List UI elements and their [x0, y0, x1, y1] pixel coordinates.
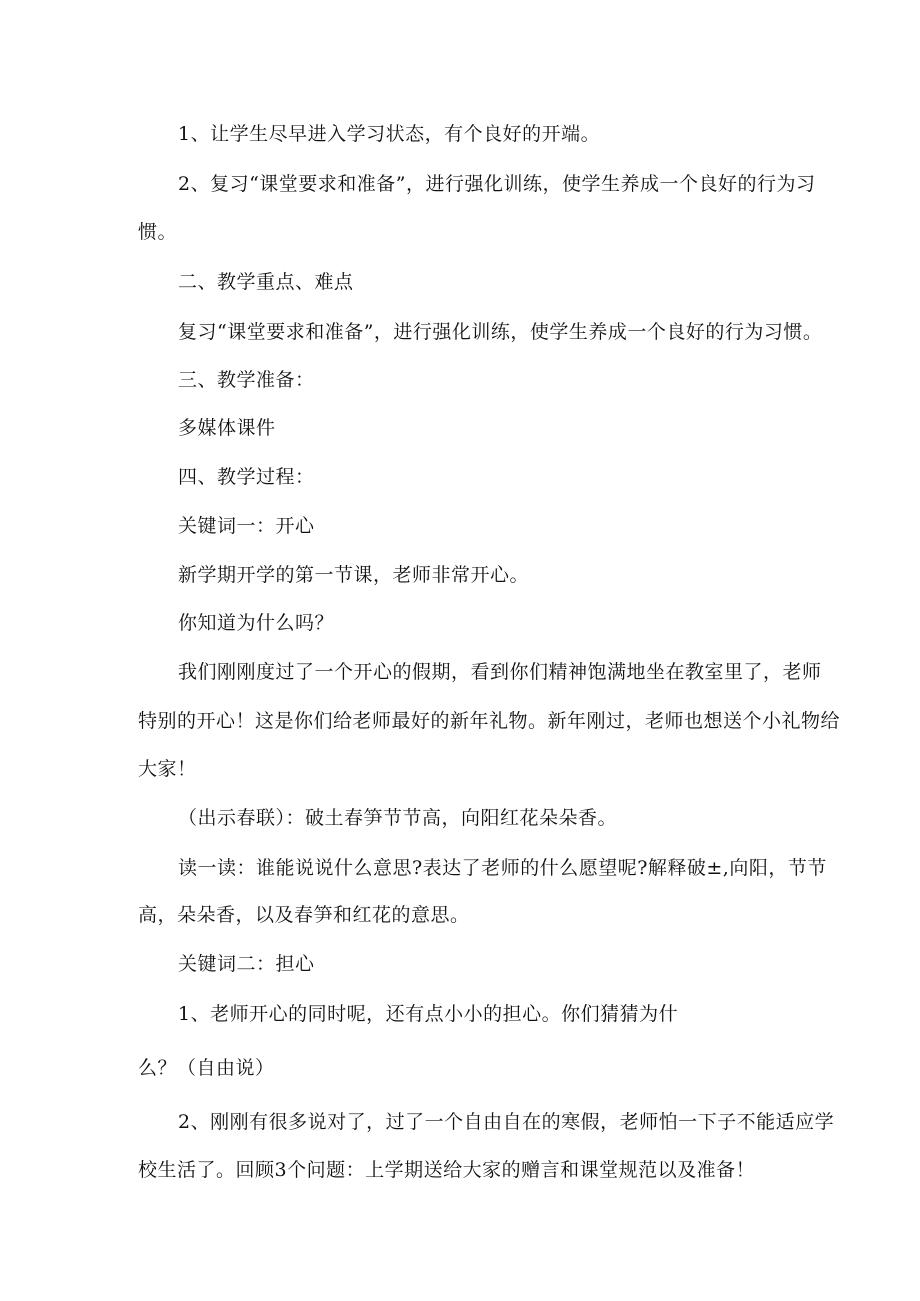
paragraph-first-lesson: 新学期开学的第一节课，老师非常开心。: [178, 564, 530, 586]
review-line-1: 2、刚刚有很多说对了，过了一个自由自在的寒假，老师怕一下子不能适应学: [178, 1111, 835, 1133]
worry-line-2: 么？（自由说）: [138, 1057, 275, 1079]
paragraph-holiday-line-3: 大家！: [138, 758, 197, 780]
keyword-1-heading: 关键词一：开心: [178, 515, 315, 537]
paragraph-holiday-line-1: 我们刚刚度过了一个开心的假期，看到你们精神饱满地坐在教室里了，老师: [178, 661, 822, 683]
paragraph-question: 你知道为什么吗？: [178, 612, 335, 634]
worry-line-1: 1、老师开心的同时呢，还有点小小的担心。你们猜猜为什: [178, 1003, 679, 1025]
paragraph-holiday-line-2: 特别的开心！这是你们给老师最好的新年礼物。新年刚过，老师也想送个小礼物给: [138, 710, 841, 732]
reading-line-2: 高，朵朵香，以及春笋和红花的意思。: [138, 904, 470, 926]
section-heading-preparation: 三、教学准备：: [178, 369, 315, 391]
objective-2-continued: 惯。: [138, 221, 178, 243]
reading-line-1: 读一读：谁能说说什么意思?表达了老师的什么愿望呢?解释破±,向阳，节节: [178, 857, 827, 879]
keyword-2-heading: 关键词二：担心: [178, 953, 315, 975]
section-heading-process: 四、教学过程：: [178, 466, 315, 488]
section-heading-key-points: 二、教学重点、难点: [178, 271, 354, 293]
preparation-text: 多媒体课件: [178, 417, 276, 439]
key-points-text: 复习“课堂要求和准备”，进行强化训练，使学生养成一个良好的行为习惯。: [178, 321, 823, 343]
objective-2: 2、复习“课堂要求和准备”，进行强化训练，使学生养成一个良好的行为习: [178, 173, 816, 195]
spring-couplet: （出示春联）：破土春笋节节高，向阳红花朵朵香。: [178, 807, 618, 829]
objective-1: 1、让学生尽早进入学习状态，有个良好的开端。: [178, 123, 601, 145]
review-line-2: 校生活了。回顾3个问题：上学期送给大家的赠言和课堂规范以及准备！: [138, 1159, 756, 1181]
